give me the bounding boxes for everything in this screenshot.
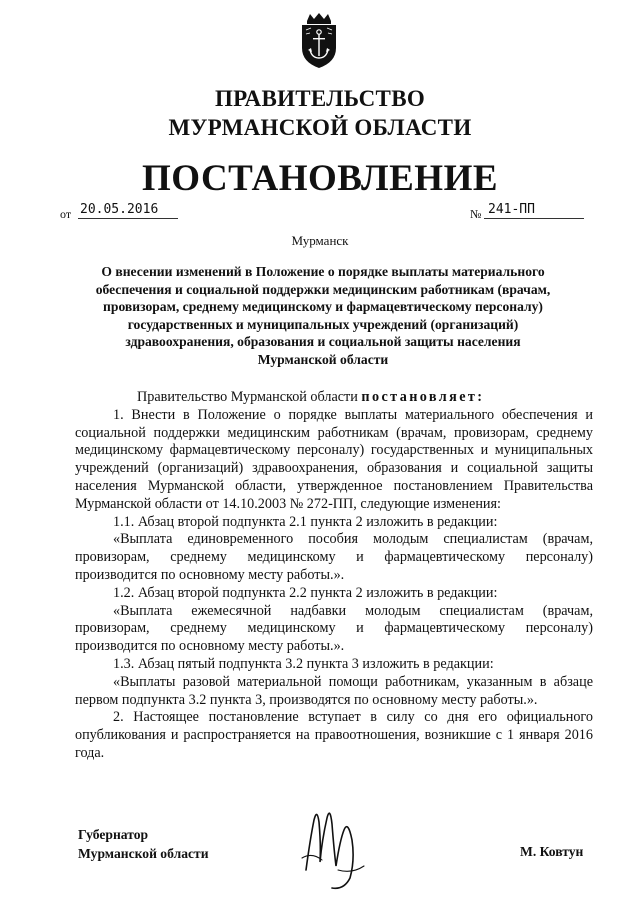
government-title-line2: МУРМАНСКОЙ ОБЛАСТИ [168,115,472,140]
title-line: Мурманской области [257,351,389,367]
document-date: 20.05.2016 [78,201,178,219]
signatory-position-line2: Мурманской области [78,846,209,861]
signatory-name: М. Ковтун [520,844,584,859]
signatory-position-line1: Губернатор [78,827,149,842]
coat-of-arms-icon [298,12,340,70]
paragraph-1-1: 1.1. Абзац второй подпункта 2.1 пункта 2 изложить в редакции: [113,513,498,530]
title-line: О внесении изменений в Положение о порядке выплаты материального [101,264,545,279]
title-line: здравоохранения, образования и социальной защиты населения [125,334,521,350]
paragraph-1: 1. Внести в Положение о порядке выплаты материального обеспечения и социальной поддержки медицинским работникам (врачам, провизорам, среднему медицинскому фармацевтическому персоналу) государственных и муниципальных учреждений (организаций) здравоохранения, образования и социальной защиты населения Мурманской области, утвержденное постановлением Правительства Мурманской области от 14.10.2003 № 272-ПП, следующие изменения: [75,406,593,512]
number-prefix: № [470,207,482,221]
signatory-position [78,825,209,863]
government-title-line1: ПРАВИТЕЛЬСТВО [214,86,426,111]
resolution-title [78,263,568,369]
document-type-heading: ПОСТАНОВЛЕНИЕ [141,158,499,199]
document-number: 241-ПП [484,201,584,219]
title-line: обеспечения и социальной поддержки медицинским работникам (врачам, [95,281,551,297]
handwritten-signature-icon [292,800,382,900]
intro-text: Правительство Мурманской области [137,389,362,405]
date-prefix: от [60,207,72,221]
paragraph-1-3: 1.3. Абзац пятый подпункта 3.2 пункта 3 изложить в редакции: [113,655,494,672]
paragraph-1-2: 1.2. Абзац второй подпункта 2.2 пункта 2 изложить в редакции: [113,584,498,601]
intro-verb: постановляет: [361,389,485,405]
resolution-body [75,389,593,763]
paragraph-2: 2. Настоящее постановление вступает в силу со дня его официального опубликования и распространяется на правоотношения, возникшие с 1 января 2016 года. [75,709,593,761]
city-name: Мурманск [291,233,349,248]
paragraph-1-2-text: «Выплата ежемесячной надбавки молодым специалистам (врачам, провизорам, среднему медицинскому и фармацевтическому персоналу) производится по основному месту работы.». [75,602,593,655]
title-line: провизорам, среднему медицинскому и фармацевтическому персоналу) [103,299,543,315]
government-title [0,84,640,142]
title-line: государственных и муниципальных учреждений (организаций) [127,316,519,332]
intro-paragraph [75,389,593,407]
paragraph-1-3-text: «Выплаты разовой материальной помощи работникам, указанным в абзаце первом подпункта 3.2 пункта 3, производятся по основному месту работы.». [75,673,593,708]
paragraph-1-1-text: «Выплата единовременного пособия молодым специалистам (врачам, провизорам, среднему медицинскому и фармацевтическому персоналу) производится по основному месту работы.». [75,531,593,583]
